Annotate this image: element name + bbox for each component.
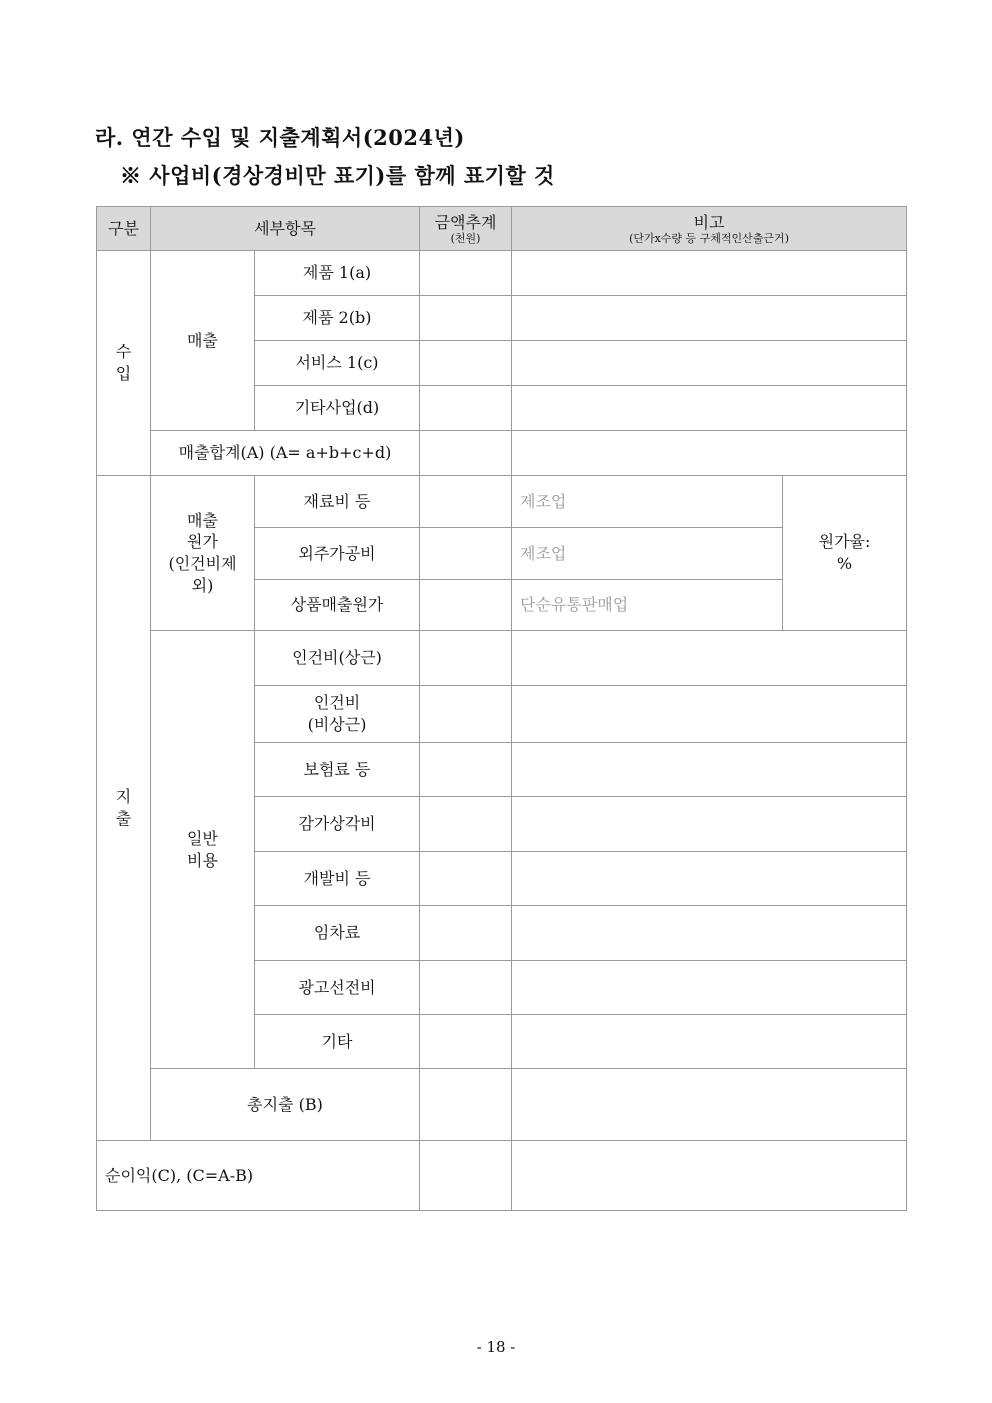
amount-cell[interactable] — [420, 580, 512, 631]
remarks-cell[interactable] — [512, 296, 907, 341]
general-item: 보험료 등 — [255, 743, 420, 797]
cost-ratio-cell[interactable] — [783, 476, 907, 631]
general-item: 감가상각비 — [255, 797, 420, 852]
income-item: 제품 2(b) — [255, 296, 420, 341]
remarks-cell[interactable] — [512, 1141, 907, 1211]
remarks-cell[interactable] — [512, 743, 907, 797]
income-label: 수 입 — [97, 251, 151, 476]
table-row — [97, 1141, 907, 1211]
amount-cell[interactable] — [420, 1015, 512, 1069]
remarks-cell[interactable] — [512, 386, 907, 431]
header-category: 구분 — [97, 207, 151, 251]
general-group-label: 일반 비용 — [151, 631, 255, 1069]
income-item: 서비스 1(c) — [255, 341, 420, 386]
table-row — [97, 251, 907, 296]
general-item: 기타 — [255, 1015, 420, 1069]
sales-group-label: 매출 — [151, 251, 255, 431]
income-expense-table — [96, 206, 907, 1211]
cost-ratio-unit: % — [836, 554, 853, 573]
remarks-cell[interactable] — [512, 797, 907, 852]
general-item: 임차료 — [255, 906, 420, 961]
amount-cell[interactable] — [420, 686, 512, 743]
remarks-cell[interactable] — [512, 1069, 907, 1141]
remarks-cell[interactable] — [512, 906, 907, 961]
amount-cell[interactable] — [420, 528, 512, 580]
amount-cell[interactable] — [420, 431, 512, 476]
sales-total-label: 매출합계(A) (A= a+b+c+d) — [151, 431, 420, 476]
income-item: 기타사업(d) — [255, 386, 420, 431]
amount-cell[interactable] — [420, 852, 512, 906]
remarks-cell[interactable] — [512, 961, 907, 1015]
header-remarks-sub: (단가x수량 등 구체적인산출근거) — [629, 232, 789, 246]
general-item: 인건비 (비상근) — [255, 686, 420, 743]
remarks-cell[interactable] — [512, 1015, 907, 1069]
cogs-note[interactable]: 단순유통판매업 — [512, 580, 783, 631]
page-number: - 18 - — [476, 1338, 516, 1356]
header-detail: 세부항목 — [151, 207, 420, 251]
cogs-note[interactable]: 제조업 — [512, 528, 783, 580]
table-header-row — [97, 207, 907, 251]
amount-cell[interactable] — [420, 341, 512, 386]
amount-cell[interactable] — [420, 961, 512, 1015]
amount-cell[interactable] — [420, 386, 512, 431]
amount-cell[interactable] — [420, 797, 512, 852]
cogs-note[interactable]: 제조업 — [512, 476, 783, 528]
amount-cell[interactable] — [420, 1141, 512, 1211]
amount-cell[interactable] — [420, 1069, 512, 1141]
amount-cell[interactable] — [420, 476, 512, 528]
header-amount-label: 금액추계 — [434, 212, 497, 232]
net-profit-label: 순이익(C), (C=A-B) — [97, 1141, 420, 1211]
section-note: ※ 사업비(경상경비만 표기)를 함께 표기할 것 — [120, 163, 555, 188]
general-item: 인건비(상근) — [255, 631, 420, 686]
header-remarks-label: 비고 — [693, 212, 725, 232]
table-row — [97, 476, 907, 528]
cogs-item: 상품매출원가 — [255, 580, 420, 631]
remarks-cell[interactable] — [512, 431, 907, 476]
table-row — [97, 631, 907, 686]
cogs-item: 재료비 등 — [255, 476, 420, 528]
remarks-cell[interactable] — [512, 686, 907, 743]
amount-cell[interactable] — [420, 906, 512, 961]
cost-ratio-label: 원가율: — [818, 532, 871, 552]
general-item: 광고선전비 — [255, 961, 420, 1015]
amount-cell[interactable] — [420, 251, 512, 296]
expense-label: 지 출 — [97, 476, 151, 1141]
cogs-item: 외주가공비 — [255, 528, 420, 580]
remarks-cell[interactable] — [512, 631, 907, 686]
table-row — [97, 1069, 907, 1141]
header-remarks — [512, 207, 907, 251]
remarks-cell[interactable] — [512, 341, 907, 386]
remarks-cell[interactable] — [512, 251, 907, 296]
header-amount — [420, 207, 512, 251]
section-title: 라. 연간 수입 및 지출계획서(2024년) — [95, 125, 465, 150]
table-row — [97, 431, 907, 476]
amount-cell[interactable] — [420, 743, 512, 797]
amount-cell[interactable] — [420, 631, 512, 686]
remarks-cell[interactable] — [512, 852, 907, 906]
total-expense-label: 총지출 (B) — [151, 1069, 420, 1141]
general-item: 개발비 등 — [255, 852, 420, 906]
income-item: 제품 1(a) — [255, 251, 420, 296]
cogs-group-label: 매출 원가 (인건비제 외) — [151, 476, 255, 631]
header-amount-unit: (천원) — [450, 232, 481, 246]
amount-cell[interactable] — [420, 296, 512, 341]
